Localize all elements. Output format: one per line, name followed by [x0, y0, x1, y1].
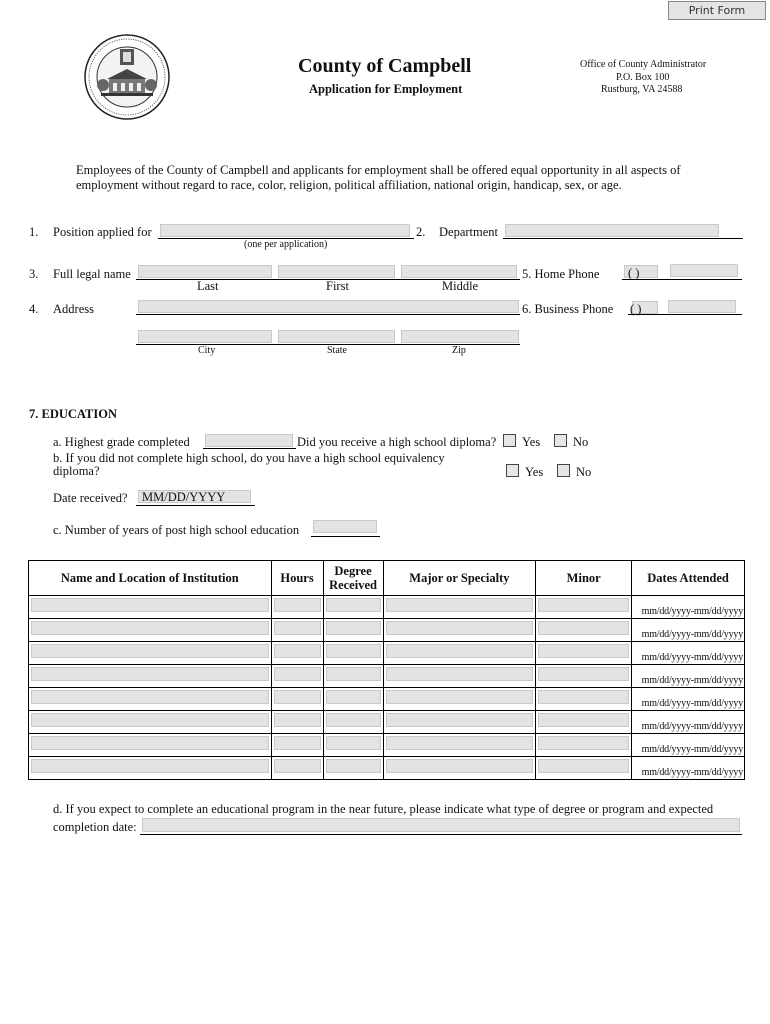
state-field[interactable]: [278, 330, 395, 343]
middle-name-field[interactable]: [401, 265, 517, 278]
table-cell: [383, 711, 536, 734]
table-row: [29, 596, 745, 619]
equivalency-no-checkbox[interactable]: [557, 464, 570, 477]
table-cell: [29, 757, 272, 780]
office-line-2: P.O. Box 100: [616, 72, 670, 83]
table-cell: [271, 757, 323, 780]
state-caption: State: [327, 345, 347, 356]
table-cell: [271, 642, 323, 665]
county-seal-logo: [83, 33, 171, 121]
table-cell: [632, 734, 745, 757]
address-underline: [136, 314, 520, 315]
table-cell: [536, 688, 632, 711]
dates-attended-field[interactable]: mm/dd/yyyy-mm/dd/yyyy: [641, 675, 743, 686]
dates-attended-field[interactable]: mm/dd/yyyy-mm/dd/yyyy: [641, 767, 743, 778]
equivalency-question-line-2: diploma?: [53, 464, 100, 478]
address-number: 4.: [29, 302, 39, 316]
date-received-value: MM/DD/YYYY: [142, 490, 226, 504]
table-cell: [271, 711, 323, 734]
table-cell: [29, 734, 272, 757]
major-field[interactable]: [386, 690, 534, 704]
post-hs-years-label: c. Number of years of post high school education: [53, 523, 300, 537]
date-received-underline: [136, 505, 255, 506]
diploma-yes-checkbox[interactable]: [503, 434, 516, 447]
hours-field[interactable]: [274, 667, 321, 681]
table-cell: [383, 757, 536, 780]
hours-field[interactable]: [274, 644, 321, 658]
table-cell: [536, 665, 632, 688]
minor-field[interactable]: [538, 736, 629, 750]
diploma-no-label: No: [573, 435, 589, 449]
department-label: Department: [439, 225, 499, 239]
major-field[interactable]: [386, 598, 534, 612]
table-cell: [632, 711, 745, 734]
print-form-button[interactable]: Print Form: [668, 1, 766, 20]
diploma-no-checkbox[interactable]: [554, 434, 567, 447]
col-degree: Degree Received: [323, 561, 383, 596]
table-row: [29, 711, 745, 734]
col-major: Major or Specialty: [383, 561, 536, 596]
table-row: [29, 688, 745, 711]
institution-field[interactable]: [31, 667, 269, 681]
equivalency-question-line-1: b. If you did not complete high school, do you have a high school equivalency: [53, 451, 445, 465]
diploma-yes-label: Yes: [522, 435, 541, 449]
degree-field[interactable]: [326, 759, 381, 773]
table-cell: [632, 665, 745, 688]
hours-field[interactable]: [274, 690, 321, 704]
table-cell: [383, 642, 536, 665]
hours-field[interactable]: [274, 598, 321, 612]
degree-field[interactable]: [326, 690, 381, 704]
future-program-underline: [140, 834, 742, 835]
table-cell: [383, 665, 536, 688]
table-cell: [323, 642, 383, 665]
table-row: [29, 665, 745, 688]
future-program-line-1: d. If you expect to complete an educational program in the near future, please indicate what type of degree or program and expected: [53, 802, 714, 816]
dates-attended-field[interactable]: mm/dd/yyyy-mm/dd/yyyy: [641, 606, 743, 617]
department-underline: [503, 238, 743, 239]
office-line-3: Rustburg, VA 24588: [601, 84, 683, 95]
minor-field[interactable]: [538, 713, 629, 727]
home-phone-label: 5. Home Phone: [522, 267, 600, 281]
minor-field[interactable]: [538, 621, 629, 635]
major-field[interactable]: [386, 621, 534, 635]
business-phone-underline: [628, 314, 742, 315]
table-cell: [536, 619, 632, 642]
table-cell: [632, 619, 745, 642]
table-cell: [536, 642, 632, 665]
dates-attended-field[interactable]: mm/dd/yyyy-mm/dd/yyyy: [641, 629, 743, 640]
intro-line-1: Employees of the County of Campbell and applicants for employment shall be offered equal opportunity in all aspects of: [76, 163, 681, 177]
institution-field[interactable]: [31, 621, 269, 635]
diploma-question: Did you receive a high school diploma?: [297, 435, 497, 449]
intro-line-2: employment without regard to race, color, religion, political affiliation, national origin, handicap, sex, or age.: [76, 178, 622, 192]
business-phone-paren: ( ): [630, 302, 642, 316]
business-phone-label: 6. Business Phone: [522, 302, 614, 316]
major-field[interactable]: [386, 759, 534, 773]
major-field[interactable]: [386, 713, 534, 727]
institution-field[interactable]: [31, 736, 269, 750]
post-hs-years-underline: [311, 536, 380, 537]
table-cell: [271, 596, 323, 619]
education-table-header: [29, 561, 745, 596]
table-row: [29, 642, 745, 665]
education-heading: 7. EDUCATION: [29, 407, 117, 421]
dates-attended-field[interactable]: mm/dd/yyyy-mm/dd/yyyy: [641, 698, 743, 709]
future-program-line-2: completion date:: [53, 820, 137, 834]
col-minor: Minor: [536, 561, 632, 596]
business-phone-field[interactable]: [668, 300, 736, 313]
highest-grade-label: a. Highest grade completed: [53, 435, 190, 449]
dates-attended-field[interactable]: mm/dd/yyyy-mm/dd/yyyy: [641, 721, 743, 732]
position-field[interactable]: [160, 224, 410, 237]
home-phone-underline: [622, 279, 742, 280]
table-cell: [271, 665, 323, 688]
dates-attended-field[interactable]: mm/dd/yyyy-mm/dd/yyyy: [641, 744, 743, 755]
post-hs-years-field[interactable]: [313, 520, 377, 533]
minor-field[interactable]: [538, 667, 629, 681]
minor-field[interactable]: [538, 690, 629, 704]
date-received-label: Date received?: [53, 491, 128, 505]
degree-field[interactable]: [326, 736, 381, 750]
table-cell: [29, 596, 272, 619]
col-institution: Name and Location of Institution: [29, 561, 272, 596]
name-number: 3.: [29, 267, 39, 281]
hours-field[interactable]: [274, 759, 321, 773]
address-street-field[interactable]: [138, 300, 519, 313]
form-title: County of Campbell: [298, 55, 472, 77]
middle-name-caption: Middle: [442, 279, 479, 293]
highest-grade-field[interactable]: [205, 434, 293, 447]
degree-field[interactable]: [326, 713, 381, 727]
last-name-field[interactable]: [138, 265, 272, 278]
position-label: Position applied for: [53, 225, 152, 239]
department-number: 2.: [416, 225, 426, 239]
form-subtitle: Application for Employment: [309, 82, 463, 96]
degree-field[interactable]: [326, 667, 381, 681]
hours-field[interactable]: [274, 713, 321, 727]
table-cell: [383, 596, 536, 619]
table-row: [29, 619, 745, 642]
zip-field[interactable]: [401, 330, 519, 343]
table-cell: [29, 619, 272, 642]
first-name-caption: First: [326, 279, 349, 293]
department-field[interactable]: [505, 224, 719, 237]
institution-field[interactable]: [31, 713, 269, 727]
degree-field[interactable]: [326, 644, 381, 658]
table-cell: [536, 734, 632, 757]
table-cell: [383, 688, 536, 711]
home-phone-field[interactable]: [670, 264, 738, 277]
position-number: 1.: [29, 225, 39, 239]
table-cell: [323, 665, 383, 688]
col-hours: Hours: [271, 561, 323, 596]
equivalency-yes-checkbox[interactable]: [506, 464, 519, 477]
table-row: [29, 757, 745, 780]
address-label: Address: [53, 302, 94, 316]
table-cell: [271, 688, 323, 711]
table-cell: [536, 711, 632, 734]
institution-field[interactable]: [31, 759, 269, 773]
last-name-caption: Last: [197, 279, 219, 293]
city-field[interactable]: [138, 330, 272, 343]
major-field[interactable]: [386, 644, 534, 658]
table-cell: [536, 596, 632, 619]
minor-field[interactable]: [538, 598, 629, 612]
major-field[interactable]: [386, 736, 534, 750]
degree-field[interactable]: [326, 598, 381, 612]
institution-field[interactable]: [31, 644, 269, 658]
table-cell: [323, 619, 383, 642]
table-cell: [323, 734, 383, 757]
zip-caption: Zip: [452, 345, 466, 356]
equivalency-yes-label: Yes: [525, 465, 544, 479]
minor-field[interactable]: [538, 759, 629, 773]
highest-grade-underline: [203, 448, 296, 449]
name-label: Full legal name: [53, 267, 131, 281]
future-program-field[interactable]: [142, 818, 740, 832]
table-cell: [323, 711, 383, 734]
hours-field[interactable]: [274, 621, 321, 635]
table-cell: [632, 642, 745, 665]
city-caption: City: [198, 345, 216, 356]
table-cell: [383, 734, 536, 757]
table-cell: [632, 688, 745, 711]
table-cell: [323, 596, 383, 619]
institution-field[interactable]: [31, 690, 269, 704]
degree-field[interactable]: [326, 621, 381, 635]
home-phone-paren: ( ): [628, 266, 640, 280]
table-row: [29, 734, 745, 757]
table-cell: [271, 734, 323, 757]
major-field[interactable]: [386, 667, 534, 681]
office-line-1: Office of County Administrator: [580, 59, 707, 70]
first-name-field[interactable]: [278, 265, 395, 278]
table-cell: [632, 757, 745, 780]
institution-field[interactable]: [31, 598, 269, 612]
table-cell: [632, 596, 745, 619]
table-cell: [323, 688, 383, 711]
table-cell: [323, 757, 383, 780]
table-cell: [29, 688, 272, 711]
table-cell: [383, 619, 536, 642]
education-table: [28, 560, 745, 780]
table-cell: [536, 757, 632, 780]
table-cell: [29, 711, 272, 734]
minor-field[interactable]: [538, 644, 629, 658]
equivalency-no-label: No: [576, 465, 592, 479]
position-note: (one per application): [244, 239, 328, 250]
table-cell: [29, 665, 272, 688]
hours-field[interactable]: [274, 736, 321, 750]
table-cell: [271, 619, 323, 642]
dates-attended-field[interactable]: mm/dd/yyyy-mm/dd/yyyy: [641, 652, 743, 663]
col-dates: Dates Attended: [632, 561, 745, 596]
table-cell: [29, 642, 272, 665]
